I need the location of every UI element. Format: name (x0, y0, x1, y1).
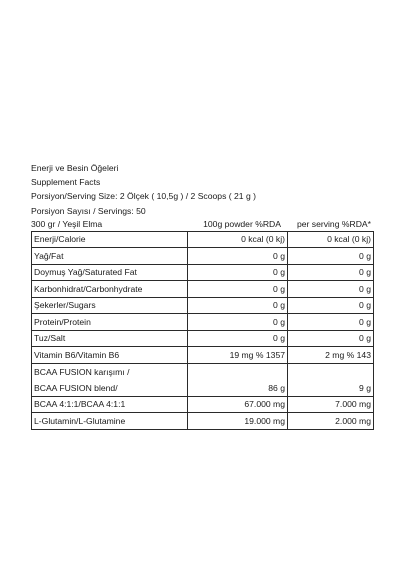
table-row (32, 264, 374, 281)
row-label: Yağ/Fat (32, 248, 188, 265)
row-label: BCAA 4:1:1/BCAA 4:1:1 (32, 396, 188, 413)
table-row (32, 413, 374, 430)
value-per-serving: 0 kcal (0 kj) (288, 231, 374, 248)
row-label: Enerji/Calorie (32, 231, 188, 248)
value-per-serving: 0 g (288, 330, 374, 347)
row-label: Tuz/Salt (32, 330, 188, 347)
value-per-100g: 19 mg % 1357 (188, 347, 288, 364)
table-row (32, 347, 374, 364)
table-row (32, 363, 374, 396)
table-row (32, 297, 374, 314)
value-per-serving: 0 g (288, 281, 374, 298)
table-row (32, 330, 374, 347)
section-title: Enerji ve Besin Öğeleri (31, 163, 119, 173)
table-header (31, 218, 373, 231)
value-per-serving: 0 g (288, 297, 374, 314)
value-per-100g: 0 g (188, 297, 288, 314)
value-per-serving: 2.000 mg (288, 413, 374, 430)
value-per-100g: 0 kcal (0 kj) (188, 231, 288, 248)
serving-size: Porsiyon/Serving Size: 2 Ölçek ( 10,5g ) / 2 Scoops ( 21 g ) (31, 191, 256, 202)
row-label: Doymuş Yağ/Saturated Fat (32, 264, 188, 281)
value-per-100g: 19.000 mg (188, 413, 288, 430)
supplement-facts-panel (31, 161, 373, 430)
value-per-serving: 7.000 mg (288, 396, 374, 413)
section-subtitle: Supplement Facts (31, 177, 101, 188)
row-label: Protein/Protein (32, 314, 188, 331)
row-label: Vitamin B6/Vitamin B6 (32, 347, 188, 364)
row-label: L-Glutamin/L-Glutamine (32, 413, 188, 430)
value-per-serving: 9 g (288, 363, 374, 396)
row-label-line-2: BCAA FUSION blend/ (34, 382, 118, 393)
value-per-100g: 0 g (188, 264, 288, 281)
table-row (32, 314, 374, 331)
servings-count: Porsiyon Sayısı / Servings: 50 (31, 205, 146, 216)
table-row (32, 248, 374, 265)
table-row (32, 396, 374, 413)
value-per-100g: 0 g (188, 248, 288, 265)
value-per-100g: 0 g (188, 281, 288, 298)
table-row (32, 281, 374, 298)
column-header-100g: 100g powder %RDA (203, 218, 281, 229)
value-per-serving: 0 g (288, 314, 374, 331)
product-variant: 300 gr / Yeşil Elma (31, 218, 103, 229)
value-per-100g: 0 g (188, 314, 288, 331)
row-label: Şekerler/Sugars (32, 297, 188, 314)
row-label: Karbonhidrat/Carbonhydrate (32, 281, 188, 298)
value-per-100g: 67.000 mg (188, 396, 288, 413)
nutrition-table (31, 231, 374, 430)
value-per-serving: 0 g (288, 264, 374, 281)
value-per-100g: 86 g (188, 363, 288, 396)
value-per-serving: 0 g (288, 248, 374, 265)
value-per-100g: 0 g (188, 330, 288, 347)
value-per-serving: 2 mg % 143 (288, 347, 374, 364)
table-row (32, 231, 374, 248)
column-header-serving: per serving %RDA* (296, 218, 371, 229)
row-label (32, 363, 188, 396)
row-label-line-1: BCAA FUSION karışımı / (34, 366, 130, 377)
